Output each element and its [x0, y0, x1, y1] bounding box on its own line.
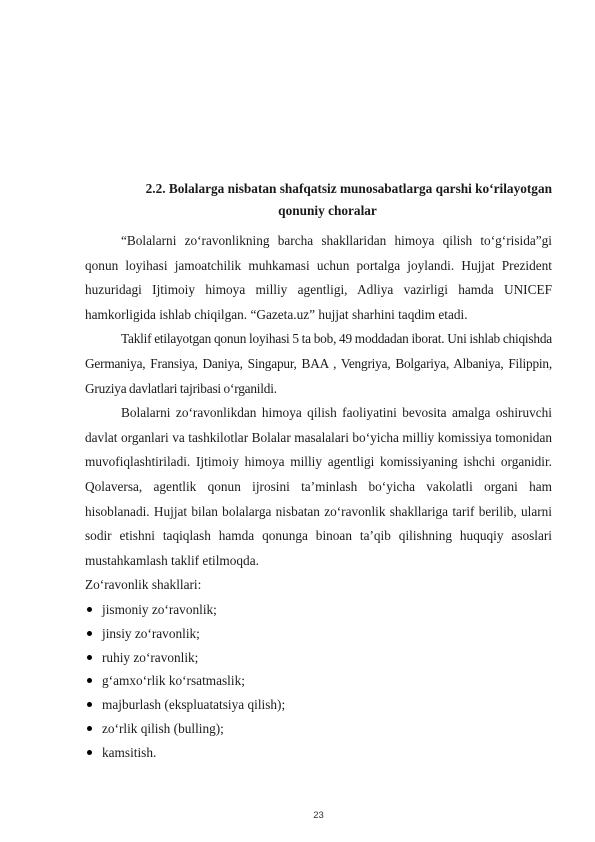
list-item	[85, 646, 552, 670]
bullet-icon	[87, 750, 92, 755]
bullet-list	[85, 598, 552, 765]
list-item	[85, 669, 552, 693]
list-item-text: jismoniy zo‘ravonlik;	[102, 601, 217, 617]
list-intro: Zo‘ravonlik shakllari:	[85, 577, 202, 593]
bullet-icon	[87, 726, 92, 731]
bullet-icon	[87, 607, 92, 612]
list-item-text: g‘amxo‘rlik ko‘rsatmaslik;	[102, 673, 245, 689]
list-item-text: zo‘rlik qilish (bulling);	[102, 720, 224, 736]
list-item	[85, 741, 552, 765]
section-heading	[85, 178, 552, 222]
bullet-icon	[87, 678, 92, 683]
list-item	[85, 598, 552, 622]
bullet-icon	[87, 655, 92, 660]
section-heading-line-1: 2.2. Bolalarga nisbatan shafqatsiz munosabatlarga qarshi ko‘rilayotgan	[145, 181, 552, 196]
paragraph: Bolalarni zo‘ravonlikdan himoya qilish faoliyatini bevosita amalga oshiruvchi davlat organlari va tashkilotlar Bolalar masalalari bo‘yicha milliy komissiya tomonidan muvofiqlashtiriladi. Ijtimoiy himoya milliy agentligi komissiyaning ishchi organidir. Qolaversa, agentlik qonun ijrosini ta’minlash bo‘yicha vakolatli organi ham hisoblanadi. Hujjat bilan bolalarga nisbatan zo‘ravonlik shakllariga tarif berilib, ularni sodir etishni taqiqlash hamda qonunga binoan ta’qib qilishning huquqiy asoslari mustahkamlash taklif etilmoqda.	[85, 405, 552, 568]
list-item-text: ruhiy zo‘ravonlik;	[102, 649, 199, 665]
list-item-text: jinsiy zo‘ravonlik;	[102, 625, 200, 641]
list-item-text: kamsitish.	[102, 744, 157, 760]
page-number: 23	[313, 810, 324, 821]
list-item	[85, 622, 552, 646]
list-item-text: majburlash (ekspluatatsiya qilish);	[102, 697, 286, 713]
body-text	[85, 229, 552, 764]
paragraph: “Bolalarni zo‘ravonlikning barcha shakllaridan himoya qilish to‘g‘risida”gi qonun loyihasi jamoatchilik muhkamasi uchun portalga joylandi. Hujjat Prezident huzuridagi Ijtimoiy himoya milliy agentligi, Adliya vazirligi hamda UNICEF hamkorligida ishlab chiqilgan. “Gazeta.uz” hujjat sharhini taqdim etadi.	[85, 233, 552, 322]
bullet-icon	[87, 702, 92, 707]
bullet-icon	[87, 631, 92, 636]
list-item	[85, 717, 552, 741]
section-heading-line-2: qonuniy choralar	[278, 203, 377, 218]
list-item	[85, 693, 552, 717]
paragraph: Taklif etilayotgan qonun loyihasi 5 ta bob, 49 moddadan iborat. Uni ishlab chiqishda Germaniya, Fransiya, Daniya, Singapur, BAA , Vengriya, Bolgariya, Albaniya, Filippin, Gruziya davlatlari tajribasi o‘rganildi.	[85, 331, 552, 396]
